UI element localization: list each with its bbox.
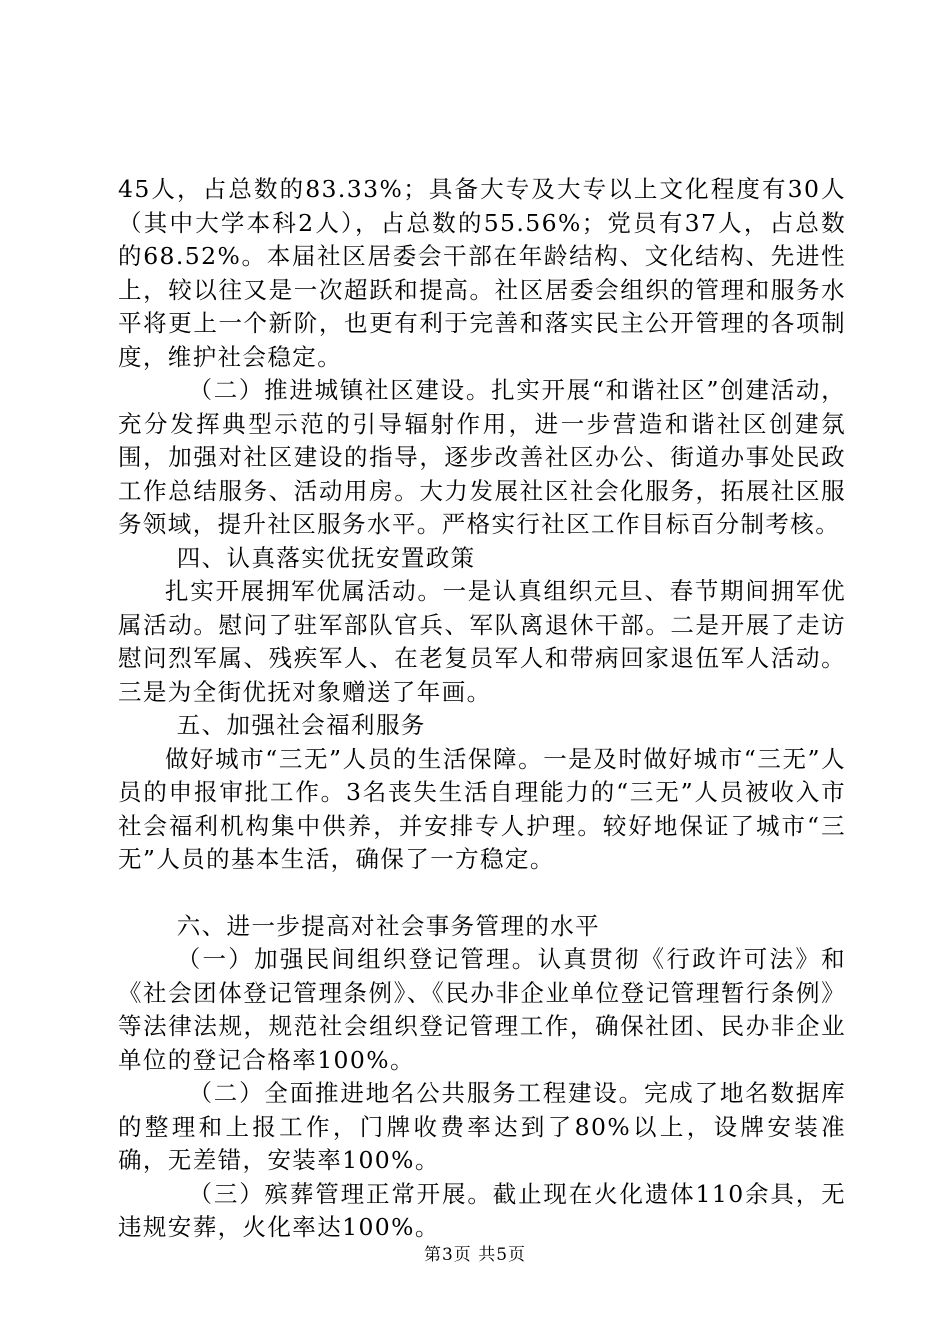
paragraph-welfare: 做好城市“三无”人员的生活保障。一是及时做好城市“三无”人员的申报审批工作。3名丧失生活自理能力的“三无”人员被收入市社会福利机构集中供养，并安排专人护理。较好地保证了城市“三无”人员的基本生活，确保了一方稳定。	[118, 744, 846, 873]
paragraph-military-support: 扎实开展拥军优属活动。一是认真组织元旦、春节期间拥军优属活动。慰问了驻军部队官兵、军队离退休干部。二是开展了走访慰问烈军属、残疾军人、在老复员军人和带病回家退伍军人活动。三是为全街优抚对象赠送了年画。	[118, 577, 846, 706]
document-body	[118, 173, 846, 1245]
section-heading-5: 五、加强社会福利服务	[176, 711, 426, 739]
paragraph-place-names: （二）全面推进地名公共服务工程建设。完成了地名数据库的整理和上报工作，门牌收费率达到了80%以上，设牌安装准确，无差错，安装率100%。	[118, 1079, 846, 1174]
paragraph-community-building: （二）推进城镇社区建设。扎实开展“和谐社区”创建活动，充分发挥典型示范的引导辐射作用，进一步营造和谐社区创建氛围，加强对社区建设的指导，逐步改善社区办公、街道办事处民政工作总结服务、活动用房。大力发展社区社会化服务，拓展社区服务领域，提升社区服务水平。严格实行社区工作目标百分制考核。	[118, 376, 846, 538]
page-number: 第3页 共5页	[423, 1245, 527, 1265]
section-heading-6: 六、进一步提高对社会事务管理的水平	[176, 911, 601, 940]
paragraph-ngo-registration: （一）加强民间组织登记管理。认真贯彻《行政许可法》和《社会团体登记管理条例》、《民办非企业单位登记管理暂行条例》等法律法规，规范社会组织登记管理工作，确保社团、民办非企业单位的登记合格率100%。	[118, 945, 846, 1074]
paragraph-gap	[118, 877, 846, 910]
paragraph-statistics: 45人，占总数的83.33%；具备大专及大专以上文化程度有30人（其中大学本科2人），占总数的55.56%；党员有37人，占总数的68.52%。本届社区居委会干部在年龄结构、文化结构、先进性上，较以往又是一次超跃和提高。社区居委会组织的管理和服务水平将更上一个新阶，也更有利于完善和落实民主公开管理的各项制度，维护社会稳定。	[118, 175, 846, 371]
paragraph-funeral-management: （三）殡葬管理正常开展。截止现在火化遗体110余具，无违规安葬，火化率达100%。	[118, 1179, 846, 1241]
section-heading-4: 四、认真落实优抚安置政策	[176, 543, 476, 572]
